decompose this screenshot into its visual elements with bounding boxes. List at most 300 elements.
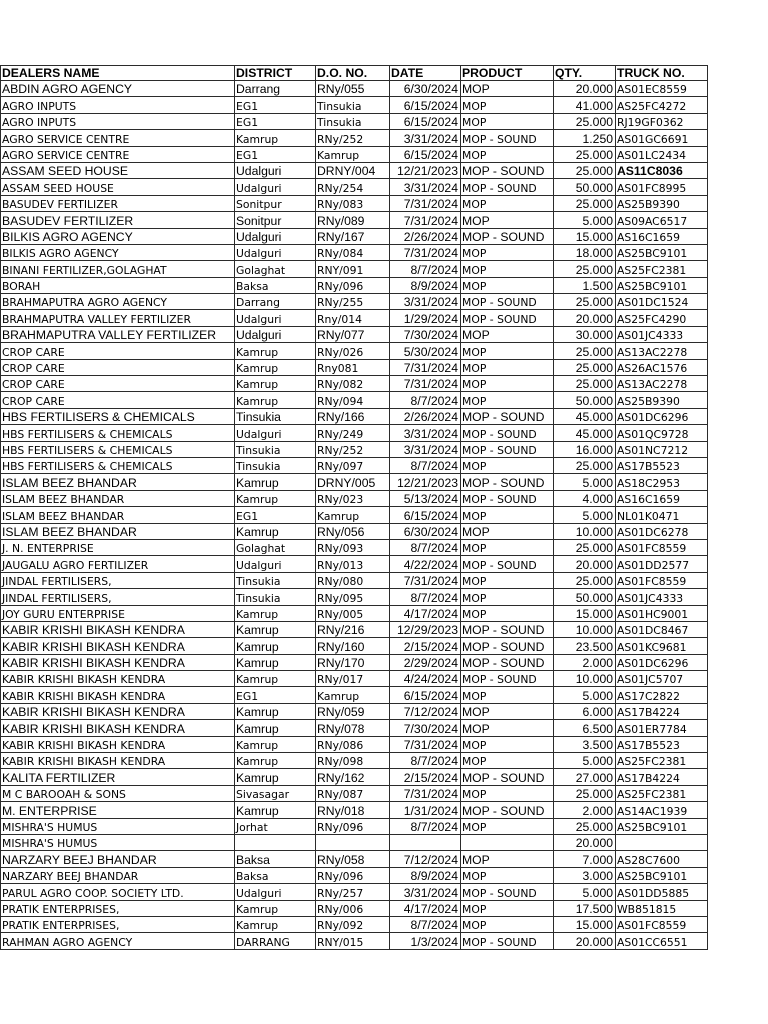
table-row [1, 818, 708, 834]
date-cell: 7/31/2024 [390, 195, 461, 211]
truck-number-cell: NL01K0471 [616, 507, 708, 523]
table-row [1, 212, 708, 228]
date-cell: 5/30/2024 [390, 343, 461, 359]
truck-number-cell: AS17B5523 [616, 457, 708, 473]
district-cell: Kamrup [235, 376, 316, 392]
district-cell: Jorhat [235, 818, 316, 834]
table-row [1, 605, 708, 621]
dealer-name-cell: JINDAL FERTILISERS, [1, 589, 235, 605]
dealer-name-cell: NARZARY BEEJ BHANDAR [1, 867, 235, 883]
date-cell: 8/7/2024 [390, 589, 461, 605]
date-cell [390, 834, 461, 850]
date-cell: 6/15/2024 [390, 146, 461, 162]
do-number-cell: RNy/083 [316, 195, 390, 211]
quantity-cell: 20.000 [554, 556, 616, 572]
product-cell: MOP [461, 867, 554, 883]
district-cell [235, 834, 316, 850]
do-number-cell: RNy/084 [316, 244, 390, 260]
quantity-cell: 5.000 [554, 212, 616, 228]
truck-number-cell: AS17B5523 [616, 736, 708, 752]
header-dealers-name: DEALERS NAME [1, 66, 235, 81]
dealer-name-cell: HBS FERTILISERS & CHEMICALS [1, 441, 235, 457]
product-cell: MOP [461, 736, 554, 752]
truck-number-cell: AS01KC9681 [616, 638, 708, 654]
table-row [1, 589, 708, 605]
table-row [1, 310, 708, 326]
product-cell: MOP - SOUND [461, 671, 554, 687]
truck-number-cell: AS25FC4290 [616, 310, 708, 326]
quantity-cell: 50.000 [554, 179, 616, 195]
table-row [1, 638, 708, 654]
truck-number-cell: AS01DC6278 [616, 523, 708, 539]
district-cell: Udalguri [235, 884, 316, 900]
table-row [1, 720, 708, 736]
date-cell: 12/21/2023 [390, 474, 461, 490]
product-cell: MOP [461, 195, 554, 211]
date-cell: 3/31/2024 [390, 425, 461, 441]
table-row [1, 261, 708, 277]
truck-number-cell: AS01NC7212 [616, 441, 708, 457]
do-number-cell: RNy/026 [316, 343, 390, 359]
quantity-cell: 5.000 [554, 753, 616, 769]
quantity-cell: 25.000 [554, 162, 616, 178]
dealer-name-cell: BRAHMAPUTRA AGRO AGENCY [1, 294, 235, 310]
quantity-cell: 25.000 [554, 261, 616, 277]
product-cell: MOP [461, 146, 554, 162]
do-number-cell: RNy/098 [316, 753, 390, 769]
product-cell: MOP - SOUND [461, 162, 554, 178]
quantity-cell: 1.500 [554, 277, 616, 293]
dealer-name-cell: KABIR KRISHI BIKASH KENDRA [1, 621, 235, 637]
district-cell: Baksa [235, 277, 316, 293]
quantity-cell: 20.000 [554, 933, 616, 949]
dealer-name-cell: NARZARY BEEJ BHANDAR [1, 851, 235, 867]
district-cell: Tinsukia [235, 457, 316, 473]
product-cell: MOP - SOUND [461, 933, 554, 949]
date-cell: 5/13/2024 [390, 490, 461, 506]
dealer-name-cell: BILKIS AGRO AGENCY [1, 228, 235, 244]
product-cell: MOP - SOUND [461, 638, 554, 654]
district-cell: Sonitpur [235, 212, 316, 228]
product-cell: MOP - SOUND [461, 425, 554, 441]
quantity-cell: 1.250 [554, 130, 616, 146]
do-number-cell: RNy/249 [316, 425, 390, 441]
truck-number-cell: AS01FC8995 [616, 179, 708, 195]
do-number-cell: RNY/015 [316, 933, 390, 949]
date-cell: 4/24/2024 [390, 671, 461, 687]
date-cell: 8/7/2024 [390, 753, 461, 769]
product-cell: MOP - SOUND [461, 474, 554, 490]
district-cell: Kamrup [235, 654, 316, 670]
district-cell: Kamrup [235, 736, 316, 752]
do-number-cell: RNy/096 [316, 867, 390, 883]
date-cell: 2/15/2024 [390, 769, 461, 785]
table-row [1, 753, 708, 769]
quantity-cell: 25.000 [554, 457, 616, 473]
do-number-cell: RNy/005 [316, 605, 390, 621]
quantity-cell: 50.000 [554, 589, 616, 605]
product-cell: MOP [461, 326, 554, 342]
truck-number-cell: AS01FC8559 [616, 572, 708, 588]
do-number-cell [316, 834, 390, 850]
truck-number-cell: AS01JC5707 [616, 671, 708, 687]
quantity-cell: 41.000 [554, 97, 616, 113]
product-cell: MOP - SOUND [461, 802, 554, 818]
table-row [1, 671, 708, 687]
date-cell: 7/31/2024 [390, 359, 461, 375]
dealer-name-cell: MISHRA'S HUMUS [1, 834, 235, 850]
dealer-name-cell: KABIR KRISHI BIKASH KENDRA [1, 638, 235, 654]
truck-number-cell: AS25FC4272 [616, 97, 708, 113]
dealer-name-cell: ISLAM BEEZ BHANDAR [1, 507, 235, 523]
product-cell: MOP [461, 212, 554, 228]
district-cell: Kamrup [235, 605, 316, 621]
truck-number-cell: AS01GC6691 [616, 130, 708, 146]
product-cell: MOP - SOUND [461, 310, 554, 326]
dealer-name-cell: BINANI FERTILIZER,GOLAGHAT [1, 261, 235, 277]
do-number-cell: Tinsukia [316, 97, 390, 113]
district-cell: Tinsukia [235, 589, 316, 605]
do-number-cell: Tinsukia [316, 113, 390, 129]
do-number-cell: RNy/086 [316, 736, 390, 752]
table-row [1, 785, 708, 801]
product-cell: MOP [461, 703, 554, 719]
table-row [1, 392, 708, 408]
date-cell: 4/22/2024 [390, 556, 461, 572]
truck-number-cell: AS16C1659 [616, 228, 708, 244]
dealer-name-cell: KABIR KRISHI BIKASH KENDRA [1, 753, 235, 769]
district-cell: Tinsukia [235, 408, 316, 424]
district-cell: Sivasagar [235, 785, 316, 801]
table-row [1, 146, 708, 162]
district-cell: EG1 [235, 113, 316, 129]
do-number-cell: RNy/252 [316, 441, 390, 457]
table-row [1, 507, 708, 523]
quantity-cell: 5.000 [554, 474, 616, 490]
date-cell: 7/31/2024 [390, 212, 461, 228]
district-cell: EG1 [235, 146, 316, 162]
product-cell: MOP [461, 572, 554, 588]
table-row [1, 736, 708, 752]
date-cell: 1/3/2024 [390, 933, 461, 949]
product-cell: MOP [461, 376, 554, 392]
district-cell: Kamrup [235, 621, 316, 637]
dealer-name-cell: KABIR KRISHI BIKASH KENDRA [1, 671, 235, 687]
date-cell: 3/31/2024 [390, 441, 461, 457]
truck-number-cell: AS17B4224 [616, 703, 708, 719]
date-cell: 7/31/2024 [390, 376, 461, 392]
district-cell: Kamrup [235, 753, 316, 769]
do-number-cell: RNy/166 [316, 408, 390, 424]
table-row [1, 376, 708, 392]
do-number-cell: Rny/014 [316, 310, 390, 326]
truck-number-cell: AS25BC9101 [616, 867, 708, 883]
do-number-cell: RNy/096 [316, 818, 390, 834]
dealer-name-cell: ABDIN AGRO AGENCY [1, 81, 235, 97]
district-cell: Kamrup [235, 392, 316, 408]
truck-number-cell: AS01DC6296 [616, 408, 708, 424]
table-row [1, 195, 708, 211]
district-cell: Golaghat [235, 261, 316, 277]
do-number-cell: DRNY/004 [316, 162, 390, 178]
dealer-name-cell: PARUL AGRO COOP. SOCIETY LTD. [1, 884, 235, 900]
dealer-name-cell: M. ENTERPRISE [1, 802, 235, 818]
district-cell: Kamrup [235, 769, 316, 785]
district-cell: DARRANG [235, 933, 316, 949]
product-cell: MOP [461, 589, 554, 605]
truck-number-cell: AS25FC2381 [616, 261, 708, 277]
dealer-name-cell: BRAHMAPUTRA VALLEY FERTILIZER [1, 326, 235, 342]
product-cell: MOP [461, 97, 554, 113]
date-cell: 8/9/2024 [390, 867, 461, 883]
quantity-cell: 6.500 [554, 720, 616, 736]
quantity-cell: 20.000 [554, 310, 616, 326]
table-row [1, 130, 708, 146]
district-cell: Udalguri [235, 162, 316, 178]
do-number-cell: RNy/096 [316, 277, 390, 293]
table-row [1, 326, 708, 342]
product-cell: MOP - SOUND [461, 654, 554, 670]
table-row [1, 162, 708, 178]
do-number-cell: RNy/255 [316, 294, 390, 310]
table-row [1, 687, 708, 703]
do-number-cell: RNy/093 [316, 539, 390, 555]
district-cell: Kamrup [235, 671, 316, 687]
quantity-cell: 23.500 [554, 638, 616, 654]
truck-number-cell: AS01DC6296 [616, 654, 708, 670]
product-cell: MOP [461, 392, 554, 408]
quantity-cell: 30.000 [554, 326, 616, 342]
quantity-cell: 25.000 [554, 359, 616, 375]
header-do-number: D.O. NO. [316, 66, 390, 81]
dealer-name-cell: HBS FERTILISERS & CHEMICALS [1, 457, 235, 473]
product-cell: MOP - SOUND [461, 441, 554, 457]
truck-number-cell: AS09AC6517 [616, 212, 708, 228]
date-cell: 7/31/2024 [390, 785, 461, 801]
do-number-cell: RNy/095 [316, 589, 390, 605]
date-cell: 6/15/2024 [390, 97, 461, 113]
do-number-cell: RNy/058 [316, 851, 390, 867]
date-cell: 7/12/2024 [390, 851, 461, 867]
table-header [1, 66, 708, 81]
quantity-cell: 27.000 [554, 769, 616, 785]
dealer-dispatch-table [0, 65, 708, 950]
dealer-name-cell: AGRO INPUTS [1, 97, 235, 113]
date-cell: 7/31/2024 [390, 244, 461, 260]
product-cell: MOP - SOUND [461, 769, 554, 785]
table-row [1, 81, 708, 97]
table-row [1, 621, 708, 637]
table-row [1, 802, 708, 818]
product-cell: MOP [461, 359, 554, 375]
table-row [1, 244, 708, 260]
district-cell: Baksa [235, 867, 316, 883]
product-cell: MOP [461, 900, 554, 916]
dealer-name-cell: KABIR KRISHI BIKASH KENDRA [1, 736, 235, 752]
table-row [1, 916, 708, 932]
district-cell: Udalguri [235, 228, 316, 244]
do-number-cell: RNy/094 [316, 392, 390, 408]
table-row [1, 539, 708, 555]
do-number-cell: RNy/160 [316, 638, 390, 654]
quantity-cell: 3.000 [554, 867, 616, 883]
quantity-cell: 25.000 [554, 376, 616, 392]
product-cell: MOP - SOUND [461, 884, 554, 900]
truck-number-cell: AS13AC2278 [616, 343, 708, 359]
do-number-cell: RNy/023 [316, 490, 390, 506]
quantity-cell: 45.000 [554, 425, 616, 441]
table-row [1, 769, 708, 785]
district-cell: Kamrup [235, 523, 316, 539]
do-number-cell: RNy/216 [316, 621, 390, 637]
quantity-cell: 25.000 [554, 572, 616, 588]
quantity-cell: 50.000 [554, 392, 616, 408]
dealer-name-cell: CROP CARE [1, 359, 235, 375]
table-row [1, 441, 708, 457]
district-cell: Sonitpur [235, 195, 316, 211]
dealer-name-cell: PRATIK ENTERPRISES, [1, 916, 235, 932]
dealer-name-cell: AGRO SERVICE CENTRE [1, 130, 235, 146]
quantity-cell: 5.000 [554, 884, 616, 900]
do-number-cell: RNy/162 [316, 769, 390, 785]
date-cell: 2/15/2024 [390, 638, 461, 654]
quantity-cell: 7.000 [554, 851, 616, 867]
do-number-cell: RNy/089 [316, 212, 390, 228]
quantity-cell: 25.000 [554, 195, 616, 211]
dealer-name-cell: MISHRA'S HUMUS [1, 818, 235, 834]
quantity-cell: 25.000 [554, 113, 616, 129]
quantity-cell: 5.000 [554, 507, 616, 523]
dealer-name-cell: PRATIK ENTERPRISES, [1, 900, 235, 916]
date-cell: 3/31/2024 [390, 884, 461, 900]
quantity-cell: 16.000 [554, 441, 616, 457]
district-cell: Kamrup [235, 474, 316, 490]
date-cell: 8/7/2024 [390, 392, 461, 408]
dealer-name-cell: CROP CARE [1, 343, 235, 359]
date-cell: 4/17/2024 [390, 900, 461, 916]
do-number-cell: RNy/078 [316, 720, 390, 736]
date-cell: 3/31/2024 [390, 294, 461, 310]
table-row [1, 933, 708, 949]
truck-number-cell: AS01DD2577 [616, 556, 708, 572]
quantity-cell: 25.000 [554, 294, 616, 310]
product-cell: MOP [461, 523, 554, 539]
district-cell: Tinsukia [235, 572, 316, 588]
date-cell: 6/15/2024 [390, 113, 461, 129]
truck-number-cell: WB851815 [616, 900, 708, 916]
do-number-cell: RNy/082 [316, 376, 390, 392]
dealer-name-cell: BASUDEV FERTILIZER [1, 195, 235, 211]
product-cell: MOP [461, 113, 554, 129]
dealer-name-cell: KABIR KRISHI BIKASH KENDRA [1, 720, 235, 736]
district-cell: EG1 [235, 97, 316, 113]
dealer-name-cell: AGRO SERVICE CENTRE [1, 146, 235, 162]
district-cell: Udalguri [235, 244, 316, 260]
dealer-name-cell: KABIR KRISHI BIKASH KENDRA [1, 687, 235, 703]
date-cell: 8/7/2024 [390, 818, 461, 834]
district-cell: Kamrup [235, 130, 316, 146]
do-number-cell: RNy/017 [316, 671, 390, 687]
date-cell: 7/30/2024 [390, 326, 461, 342]
dealer-name-cell: CROP CARE [1, 376, 235, 392]
product-cell: MOP - SOUND [461, 408, 554, 424]
dealer-name-cell: JAUGALU AGRO FERTILIZER [1, 556, 235, 572]
truck-number-cell: AS25B9390 [616, 195, 708, 211]
district-cell: Kamrup [235, 703, 316, 719]
district-cell: Kamrup [235, 638, 316, 654]
date-cell: 8/7/2024 [390, 539, 461, 555]
do-number-cell: RNy/252 [316, 130, 390, 146]
district-cell: Udalguri [235, 556, 316, 572]
truck-number-cell: AS01EC8559 [616, 81, 708, 97]
date-cell: 2/26/2024 [390, 408, 461, 424]
truck-number-cell: AS01FC8559 [616, 539, 708, 555]
product-cell: MOP - SOUND [461, 228, 554, 244]
truck-number-cell: AS01DC8467 [616, 621, 708, 637]
product-cell: MOP - SOUND [461, 621, 554, 637]
date-cell: 6/15/2024 [390, 507, 461, 523]
header-row [1, 66, 708, 81]
quantity-cell: 10.000 [554, 621, 616, 637]
product-cell: MOP [461, 818, 554, 834]
do-number-cell: RNy/059 [316, 703, 390, 719]
table-row [1, 97, 708, 113]
quantity-cell: 5.000 [554, 687, 616, 703]
product-cell: MOP [461, 605, 554, 621]
table-row [1, 474, 708, 490]
date-cell: 6/15/2024 [390, 687, 461, 703]
table-body [1, 81, 708, 950]
dealer-name-cell: ASSAM SEED HOUSE [1, 162, 235, 178]
table-row [1, 408, 708, 424]
do-number-cell: RNy/257 [316, 884, 390, 900]
district-cell: Kamrup [235, 490, 316, 506]
dealer-name-cell: BILKIS AGRO AGENCY [1, 244, 235, 260]
dealer-name-cell: BASUDEV FERTILIZER [1, 212, 235, 228]
quantity-cell: 20.000 [554, 834, 616, 850]
product-cell: MOP [461, 244, 554, 260]
product-cell: MOP - SOUND [461, 130, 554, 146]
truck-number-cell: AS01DD5885 [616, 884, 708, 900]
product-cell: MOP - SOUND [461, 490, 554, 506]
header-truck-number: TRUCK NO. [616, 66, 708, 81]
do-number-cell: RNy/080 [316, 572, 390, 588]
quantity-cell: 2.000 [554, 802, 616, 818]
quantity-cell: 17.500 [554, 900, 616, 916]
do-number-cell: RNy/092 [316, 916, 390, 932]
date-cell: 1/31/2024 [390, 802, 461, 818]
product-cell: MOP [461, 457, 554, 473]
dealer-name-cell: AGRO INPUTS [1, 113, 235, 129]
truck-number-cell: AS01ER7784 [616, 720, 708, 736]
quantity-cell: 45.000 [554, 408, 616, 424]
date-cell: 7/30/2024 [390, 720, 461, 736]
date-cell: 6/30/2024 [390, 81, 461, 97]
table-row [1, 359, 708, 375]
do-number-cell: Rny081 [316, 359, 390, 375]
district-cell: Baksa [235, 851, 316, 867]
truck-number-cell: AS25FC2381 [616, 785, 708, 801]
date-cell: 8/7/2024 [390, 916, 461, 932]
table-row [1, 228, 708, 244]
do-number-cell: RNy/254 [316, 179, 390, 195]
date-cell: 3/31/2024 [390, 179, 461, 195]
product-cell: MOP [461, 539, 554, 555]
district-cell: Darrang [235, 81, 316, 97]
date-cell: 7/12/2024 [390, 703, 461, 719]
truck-number-cell: AS01JC4333 [616, 326, 708, 342]
table-row [1, 572, 708, 588]
